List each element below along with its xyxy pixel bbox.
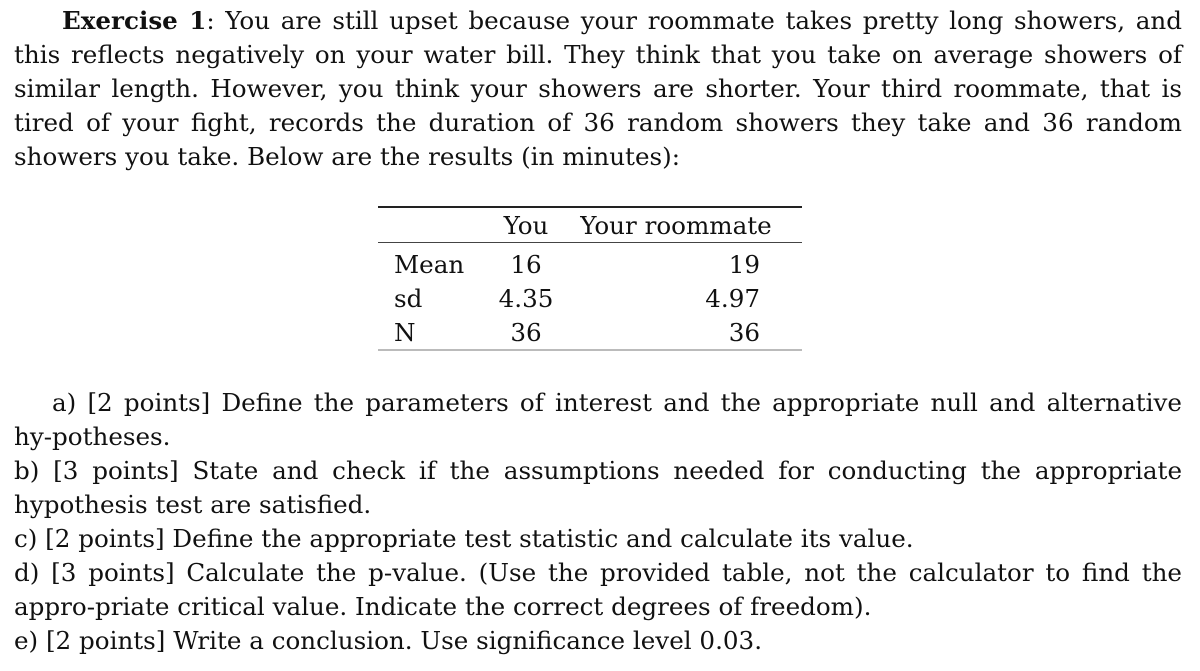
cell-you-n: 36	[510, 317, 542, 347]
cell-roommate-mean: 19	[728, 249, 760, 279]
table-header-roommate: Your roommate	[580, 210, 772, 240]
table-row	[378, 315, 802, 350]
question-e: e) [2 points] Write a conclusion. Use significance level 0.03.	[14, 626, 763, 655]
results-table	[378, 206, 802, 351]
question-b: b) [3 points] State and check if the assumptions needed for conducting the appropriate hypothesis test are satisfied.	[14, 456, 1182, 519]
row-label-n: N	[394, 317, 416, 347]
row-label-sd: sd	[394, 283, 423, 313]
cell-roommate-sd: 4.97	[705, 283, 760, 313]
cell-you-sd: 4.35	[498, 283, 554, 313]
question-list	[14, 386, 1182, 658]
table-header-you: You	[503, 210, 549, 240]
exercise-text: You are still upset because your roommate takes pretty long showers, and this reflects negatively on your water bill. They think that you take on average showers of similar length. However, you think your showers are shorter. Your third roommate, that is tired of your fight, records the duration of 36 random showers they take and 36 random showers you take. Below are the results (in minutes):	[14, 6, 1183, 171]
exercise-intro	[14, 4, 1182, 174]
table-header-row	[378, 207, 802, 243]
cell-you-mean: 16	[510, 249, 542, 279]
table-row	[378, 281, 802, 315]
question-d: d) [3 points] Calculate the p-value. (Use the provided table, not the calculator to find the appro-priate critical value. Indicate the correct degrees of freedom).	[14, 558, 1182, 621]
table-header-blank	[378, 207, 486, 243]
exercise-label-colon: :	[206, 6, 215, 35]
results-table-wrapper	[378, 206, 802, 351]
cell-roommate-n: 36	[728, 317, 760, 347]
row-label-mean: Mean	[394, 249, 465, 279]
table-row	[378, 243, 802, 282]
question-c: c) [2 points] Define the appropriate test statistic and calculate its value.	[14, 524, 914, 553]
question-a: a) [2 points] Define the parameters of interest and the appropriate null and alternative hy-potheses.	[14, 388, 1182, 451]
exercise-label: Exercise 1	[62, 6, 207, 35]
